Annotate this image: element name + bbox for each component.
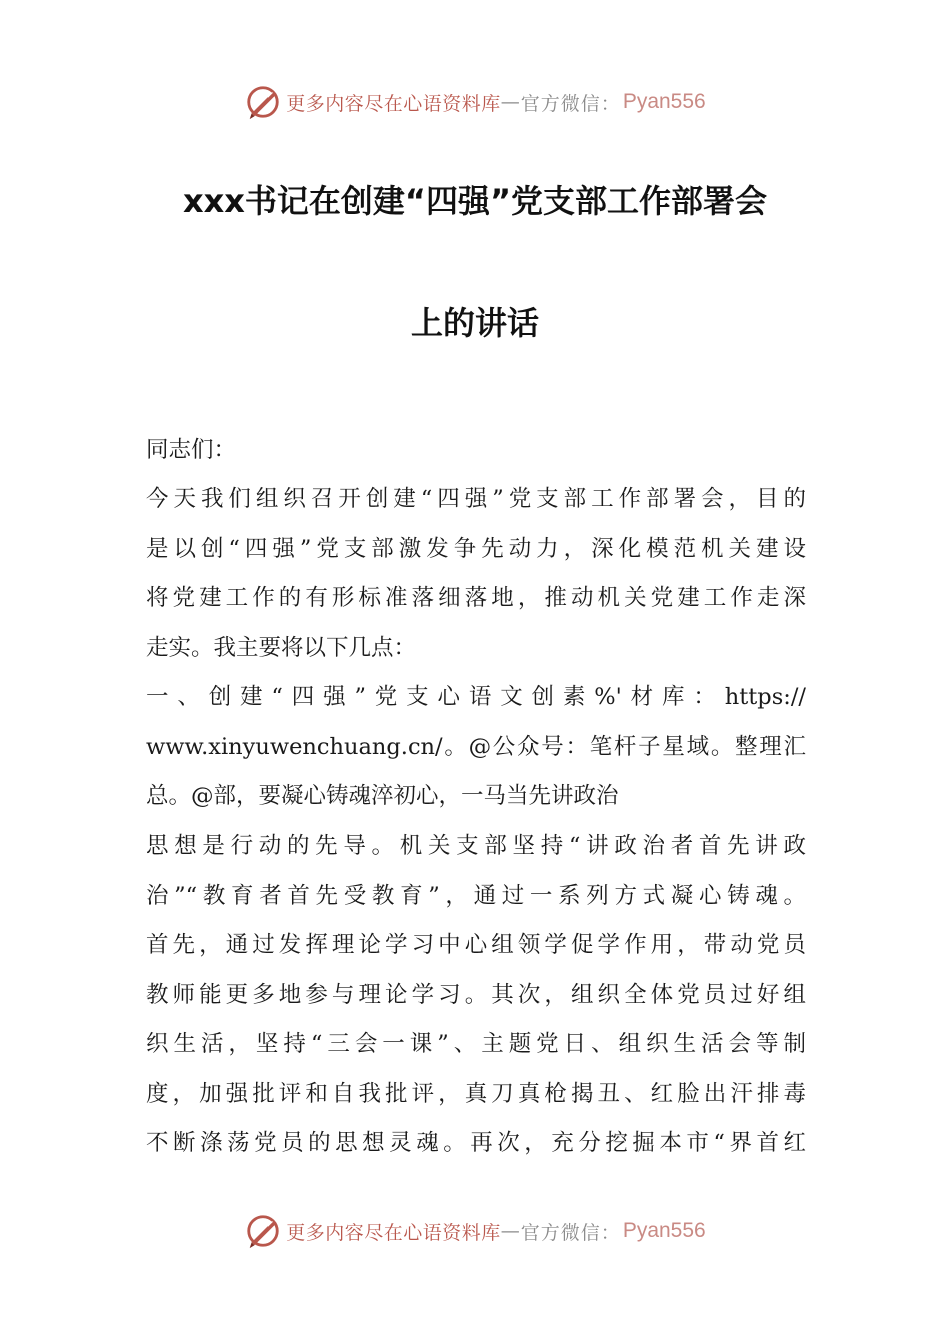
text-line: 教师能更多地参与理论学习。其次，组织全体党员过好组 [146, 981, 806, 1008]
text-line: 总。@部，要凝心铸魂淬初心，一马当先讲政治 [146, 783, 619, 809]
watermark-wechat: Pyan556 [622, 1219, 706, 1242]
pen-logo-icon [244, 1212, 282, 1250]
watermark-text: 更多内容尽在心语资料库 [286, 1221, 501, 1244]
text-line: 度，加强批评和自我批评，真刀真枪揭丑、红脸出汗排毒 [146, 1080, 806, 1107]
watermark-label: 官方微信： [520, 1221, 621, 1244]
text-line: 不断涤荡党员的思想灵魂。再次，充分挖掘本市“界首红 [146, 1130, 806, 1156]
watermark-dash: — [500, 91, 521, 113]
watermark-label: 官方微信： [520, 92, 621, 115]
header-watermark [0, 82, 950, 122]
paragraph-intro [146, 475, 806, 673]
text-line: 首先，通过发挥理论学习中心组领学促学作用，带动党员 [146, 932, 806, 958]
text-line: 是以创“四强”党支部激发争先动力，深化模范机关建设 [146, 535, 806, 562]
document-title-line-1: xxx书记在创建“四强”党支部工作部署会 [183, 182, 767, 220]
text-line: 织生活，坚持“三会一课”、主题党日、组织生活会等制 [146, 1031, 806, 1057]
text-line: 治”“教育者首先受教育”，通过一系列方式凝心铸魂。 [146, 882, 806, 909]
text-line: 今天我们组织召开创建“四强”党支部工作部署会，目的 [146, 486, 806, 512]
document-title-line-2: 上的讲话 [410, 304, 539, 342]
watermark-text: 更多内容尽在心语资料库 [286, 92, 501, 115]
salutation: 同志们： [146, 437, 237, 463]
footer-watermark [0, 1211, 950, 1251]
text-line: 将党建工作的有形标准落细落地，推动机关党建工作走深 [146, 585, 806, 611]
watermark-dash: — [500, 1220, 521, 1242]
text-line: 走实。我主要将以下几点： [146, 634, 417, 661]
text-line: www.xinyuwenchuang.cn/。@公众号：笔杆子星域。整理汇 [146, 733, 806, 760]
paragraph-section-one [146, 673, 806, 822]
pen-logo-icon [244, 83, 282, 121]
paragraph-body [146, 822, 806, 1169]
text-line: 思想是行动的先导。机关支部坚持“讲政治者首先讲政 [146, 833, 806, 859]
watermark-wechat: Pyan556 [622, 90, 706, 113]
text-line: 一、创建“四强”党支心语文创素%'材库：https:// [146, 684, 806, 710]
